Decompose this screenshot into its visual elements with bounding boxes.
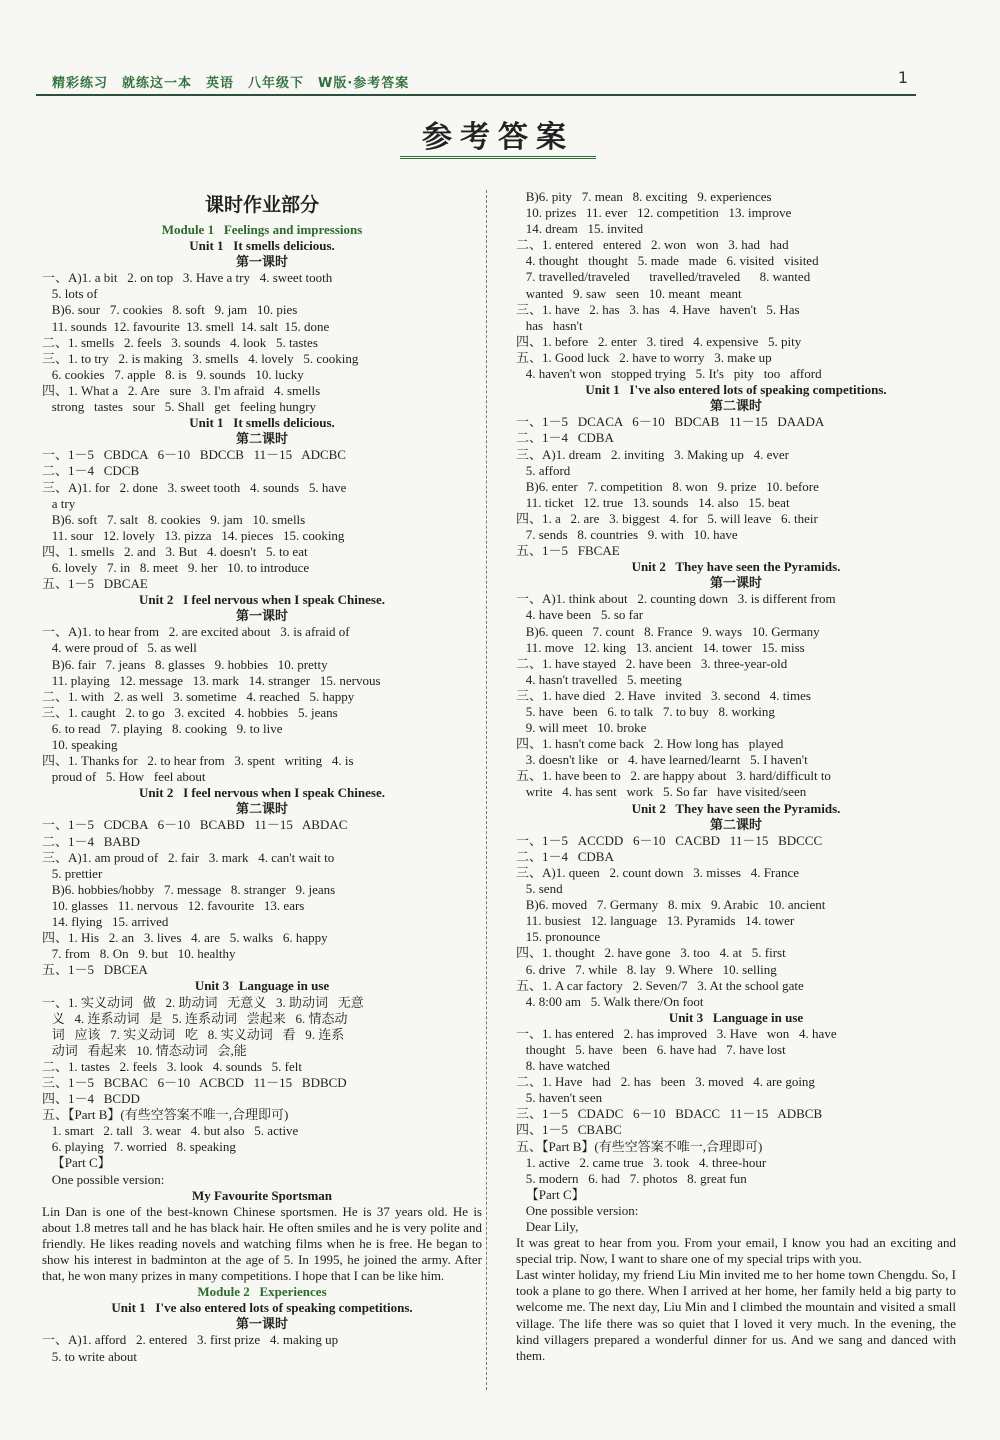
- answer-line: 6. playing 7. worried 8. speaking: [42, 1139, 236, 1155]
- answer-line: 二、1－4 BABD: [42, 833, 140, 849]
- unit-heading: 第二课时: [709, 816, 762, 832]
- answer-line: 四、1. a 2. are 3. biggest 4. for 5. will leave 6. their: [516, 510, 818, 526]
- module-heading: Module 2 Experiences: [197, 1284, 327, 1300]
- answer-line: 4. were proud of 5. as well: [42, 640, 197, 656]
- answer-line: 二、1－4 CDCB: [42, 463, 140, 479]
- answer-line: 二、1. tastes 2. feels 3. look 4. sounds 5. felt: [42, 1058, 302, 1074]
- answer-line: 二、1. entered entered 2. won won 3. had had: [516, 237, 789, 253]
- answer-line: 15. pronounce: [516, 929, 601, 945]
- unit-heading: Unit 2 I feel nervous when I speak Chinese.: [139, 785, 385, 801]
- answer-line: 词 应该 7. 实义动词 吃 8. 实义动词 看 9. 连系: [42, 1026, 345, 1042]
- answer-line: 一、A)1. think about 2. counting down 3. is different from: [516, 591, 836, 607]
- unit-heading: 第一课时: [235, 254, 288, 270]
- answer-line: 二、1. smells 2. feels 3. sounds 4. look 5. tastes: [42, 334, 318, 350]
- answer-line: 3. doesn't like or 4. have learned/learnt 5. I haven't: [516, 752, 808, 768]
- answer-line: 三、1. to try 2. is making 3. smells 4. lovely 5. cooking: [42, 350, 359, 366]
- answer-line: B)6. moved 7. Germany 8. mix 9. Arabic 10. ancient: [516, 897, 826, 913]
- answer-line: B)6. fair 7. jeans 8. glasses 9. hobbies 10. pretty: [42, 656, 328, 672]
- answer-line: strong tastes sour 5. Shall get feeling hungry: [42, 399, 317, 415]
- answer-line: 5. haven't seen: [516, 1090, 603, 1106]
- answer-line: One possible version:: [516, 1202, 639, 1218]
- answer-line: 11. playing 12. message 13. mark 14. stranger 15. nervous: [42, 672, 381, 688]
- answer-line: 四、1. before 2. enter 3. tired 4. expensive 5. pity: [516, 333, 802, 349]
- module-heading: Module 1 Feelings and impressions: [161, 222, 363, 237]
- answer-line: 4. hasn't travelled 5. meeting: [516, 671, 682, 687]
- answer-line: 一、1－5 CDCBA 6－10 BCABD 11－15 ABDAC: [42, 817, 348, 833]
- answer-line: B)6. hobbies/hobby 7. message 8. stranger 9. jeans: [42, 881, 336, 897]
- answer-line: 三、1. have 2. has 3. has 4. Have haven't 5. Has: [516, 301, 800, 317]
- right-column: [516, 189, 956, 1364]
- unit-heading: Unit 1 I've also entered lots of speaking competitions.: [111, 1300, 413, 1316]
- unit-heading: 第一课时: [235, 608, 288, 624]
- answer-line: Dear Lily,: [516, 1219, 579, 1234]
- answer-line: 7. sends 8. countries 9. with 10. have: [516, 526, 738, 542]
- essay-paragraph: Lin Dan is one of the best-known Chinese sportsmen. He is 37 years old. He is about 1.8 metres tall and he has black hair. He often smiles and he is very polite and friendly. He likes reading novels and watching films when he is free. He began to show his interest in badminton at the age of 5. In 1995, he joined the army. After that, he won many prizes in many competitions. I hope that I can be like him.: [42, 1203, 482, 1284]
- answer-line: 5. afford: [516, 462, 571, 478]
- answer-line: 四、1. What a 2. Are sure 3. I'm afraid 4. smells: [42, 382, 321, 398]
- answer-line: 动词 看起来 10. 情态动词 会,能: [42, 1042, 247, 1058]
- answer-line: 一、A)1. to hear from 2. are excited about 3. is afraid of: [42, 624, 350, 640]
- answer-line: 一、A)1. afford 2. entered 3. first prize 4. making up: [42, 1332, 339, 1348]
- answer-line: 四、1. His 2. an 3. lives 4. are 5. walks 6. happy: [42, 930, 328, 946]
- answer-line: 五、1－5 DBCAE: [42, 576, 148, 592]
- answer-line: One possible version:: [42, 1171, 165, 1187]
- answer-line: 三、1－5 CDADC 6－10 BDACC 11－15 ADBCB: [516, 1106, 823, 1122]
- answer-line: B)6. queen 7. count 8. France 9. ways 10. Germany: [516, 623, 820, 639]
- left-column: [42, 190, 482, 1365]
- answer-line: 五、1－5 FBCAE: [516, 543, 620, 559]
- answer-line: 11. busiest 12. language 13. Pyramids 14. tower: [516, 913, 795, 929]
- answer-line: 二、1－4 CDBA: [516, 848, 614, 864]
- unit-heading: 第二课时: [235, 801, 288, 817]
- unit-heading: Unit 1 It smells delicious.: [189, 238, 335, 254]
- answer-line: 7. travelled/traveled travelled/traveled 8. wanted: [516, 269, 811, 285]
- answer-line: thought 5. have been 6. have had 7. have lost: [516, 1041, 786, 1057]
- answer-line: 五、1. Good luck 2. have to worry 3. make up: [516, 349, 772, 365]
- answer-line: 11. ticket 12. true 13. sounds 14. also 15. beat: [516, 494, 790, 510]
- answer-line: 五、【Part B】(有些空答案不唯一,合理即可): [516, 1138, 763, 1154]
- answer-line: 4. have been 5. so far: [516, 607, 644, 623]
- answer-line: 4. 8:00 am 5. Walk there/On foot: [516, 993, 704, 1009]
- answer-line: proud of 5. How feel about: [42, 769, 206, 785]
- answer-line: 义 4. 连系动词 是 5. 连系动词 尝起来 6. 情态动: [42, 1010, 348, 1026]
- answer-line: 一、1－5 ACCDD 6－10 CACBD 11－15 BDCCC: [516, 832, 823, 848]
- answer-line: 一、A)1. a bit 2. on top 3. Have a try 4. sweet tooth: [42, 270, 333, 286]
- answer-line: 四、1. smells 2. and 3. But 4. doesn't 5. to eat: [42, 543, 308, 559]
- answer-line: 1. active 2. came true 3. took 4. three-hour: [516, 1154, 767, 1170]
- answer-line: 8. have watched: [516, 1058, 610, 1074]
- answer-line: 三、A)1. dream 2. inviting 3. Making up 4. ever: [516, 446, 789, 462]
- answer-line: 6. to read 7. playing 8. cooking 9. to live: [42, 720, 283, 736]
- unit-heading: 第一课时: [709, 575, 762, 591]
- answer-line: 五、1. A car factory 2. Seven/7 3. At the school gate: [516, 977, 804, 993]
- unit-heading: 第二课时: [709, 398, 762, 414]
- answer-line: B)6. enter 7. competition 8. won 9. prize 10. before: [516, 478, 819, 494]
- answer-line: 三、1. caught 2. to go 3. excited 4. hobbies 5. jeans: [42, 704, 338, 720]
- answer-line: 11. sounds 12. favourite 13. smell 14. salt 15. done: [42, 318, 330, 334]
- answer-line: 11. sour 12. lovely 13. pizza 14. pieces 15. cooking: [42, 527, 345, 543]
- answer-line: B)6. soft 7. salt 8. cookies 9. jam 10. smells: [42, 511, 306, 527]
- answer-line: has hasn't: [516, 317, 583, 333]
- answer-line: 四、1. thought 2. have gone 3. too 4. at 5. first: [516, 945, 786, 961]
- answer-line: 【Part C】: [42, 1155, 111, 1171]
- answer-line: 9. will meet 10. broke: [516, 720, 647, 736]
- answer-line: 一、1－5 DCACA 6－10 BDCAB 11－15 DAADA: [516, 414, 825, 430]
- answer-line: 5. send: [516, 881, 563, 897]
- answer-line: 14. dream 15. invited: [516, 221, 644, 237]
- page-title: 参考答案: [400, 112, 596, 159]
- answer-line: 三、A)1. for 2. done 3. sweet tooth 4. sounds 5. have: [42, 479, 347, 495]
- answer-line: 【Part C】: [516, 1186, 585, 1202]
- answer-line: 三、1. have died 2. Have invited 3. second 4. times: [516, 687, 811, 703]
- answer-line: 5. to write about: [42, 1348, 137, 1364]
- answer-line: a try: [42, 495, 76, 511]
- answer-line: 5. modern 6. had 7. photos 8. great fun: [516, 1170, 747, 1186]
- unit-heading: 第二课时: [235, 431, 288, 447]
- answer-line: wanted 9. saw seen 10. meant meant: [516, 285, 742, 301]
- unit-heading: 第一课时: [235, 1316, 288, 1332]
- answer-line: 一、1. has entered 2. has improved 3. Have won 4. have: [516, 1025, 837, 1041]
- unit-heading: Unit 2 I feel nervous when I speak Chinese.: [139, 592, 385, 608]
- answer-line: write 4. has sent work 5. So far have visited/seen: [516, 784, 807, 800]
- answer-line: 6. cookies 7. apple 8. is 9. sounds 10. lucky: [42, 366, 304, 382]
- unit-heading: Unit 2 They have seen the Pyramids.: [631, 559, 841, 575]
- answer-line: 四、1－4 BCDD: [42, 1091, 140, 1107]
- answer-line: B)6. pity 7. mean 8. exciting 9. experiences: [516, 189, 772, 204]
- unit-heading: Unit 3 Language in use: [194, 978, 330, 994]
- answer-line: 6. lovely 7. in 8. meet 9. her 10. to introduce: [42, 559, 310, 575]
- essay-paragraph: Last winter holiday, my friend Liu Min invited me to her home town Chengdu. So, I took a plane to go there. When I arrived at her home, her family held a big party to welcome me. The next day, Liu Min and I climbed the mountain and visited a small village. The life there was so quiet that I loved it very much. In the evening, the kind villagers prepared a wonderful dinner for us. And we sang and danced with them.: [516, 1267, 956, 1363]
- page-number: 1: [897, 68, 908, 87]
- answer-line: B)6. sour 7. cookies 8. soft 9. jam 10. pies: [42, 302, 298, 318]
- answer-line: 二、1. with 2. as well 3. sometime 4. reached 5. happy: [42, 688, 355, 704]
- answer-line: 1. smart 2. tall 3. wear 4. but also 5. active: [42, 1123, 299, 1139]
- answer-line: 10. speaking: [42, 737, 118, 752]
- unit-heading: Unit 1 I've also entered lots of speaking competitions.: [585, 382, 887, 398]
- answer-line: 五、【Part B】(有些空答案不唯一,合理即可): [42, 1107, 289, 1123]
- essay-paragraph: It was great to hear from you. From your email, I know you had an exciting and special trip. Now, I want to share one of my special trips with you.: [516, 1235, 956, 1267]
- answer-line: 五、1－5 DBCEA: [42, 962, 148, 978]
- answer-line: 二、1－4 CDBA: [516, 430, 614, 446]
- answer-line: 5. prettier: [42, 865, 103, 881]
- answer-line: 11. move 12. king 13. ancient 14. tower 15. miss: [516, 639, 805, 655]
- section-heading: 课时作业部分: [204, 194, 319, 216]
- answer-line: 三、A)1. queen 2. count down 3. misses 4. France: [516, 864, 800, 880]
- answer-line: 5. have been 6. to talk 7. to buy 8. working: [516, 704, 775, 719]
- unit-heading: Unit 3 Language in use: [668, 1009, 804, 1025]
- answer-line: 6. drive 7. while 8. lay 9. Where 10. selling: [516, 961, 777, 977]
- unit-heading: Unit 2 They have seen the Pyramids.: [631, 800, 841, 816]
- answer-line: 5. lots of: [42, 286, 98, 302]
- answer-line: 三、A)1. am proud of 2. fair 3. mark 4. can't wait to: [42, 849, 335, 865]
- answer-line: 14. flying 15. arrived: [42, 914, 169, 930]
- answer-line: 五、1. have been to 2. are happy about 3. hard/difficult to: [516, 768, 831, 784]
- answer-line: 二、1. Have had 2. has been 3. moved 4. are going: [516, 1074, 815, 1090]
- unit-heading: Unit 1 It smells delicious.: [189, 415, 335, 431]
- header-title: 精彩练习 就练这一本 英语 八年级下 W版·参考答案: [52, 76, 410, 91]
- answer-line: 四、1. Thanks for 2. to hear from 3. spent writing 4. is: [42, 753, 354, 769]
- answer-line: 4. haven't won stopped trying 5. It's pity too afford: [516, 366, 822, 382]
- column-divider: [486, 190, 487, 1390]
- answer-line: 二、1. have stayed 2. have been 3. three-year-old: [516, 655, 788, 671]
- answer-line: 一、1. 实义动词 做 2. 助动词 无意义 3. 助动词 无意: [42, 994, 364, 1010]
- answer-line: 四、1－5 CBABC: [516, 1122, 622, 1138]
- answer-line: 7. from 8. On 9. but 10. healthy: [42, 946, 236, 962]
- answer-line: 10. prizes 11. ever 12. competition 13. improve: [516, 205, 792, 221]
- answer-line: 10. glasses 11. nervous 12. favourite 13. ears: [42, 897, 305, 913]
- unit-heading: My Favourite Sportsman: [191, 1187, 333, 1203]
- answer-line: 4. thought thought 5. made made 6. visited visited: [516, 253, 819, 269]
- answer-line: 四、1. hasn't come back 2. How long has played: [516, 736, 784, 752]
- answer-line: 一、1－5 CBDCA 6－10 BDCCB 11－15 ADCBC: [42, 447, 346, 463]
- answer-line: 三、1－5 BCBAC 6－10 ACBCD 11－15 BDBCD: [42, 1074, 347, 1090]
- page-header: [36, 66, 916, 96]
